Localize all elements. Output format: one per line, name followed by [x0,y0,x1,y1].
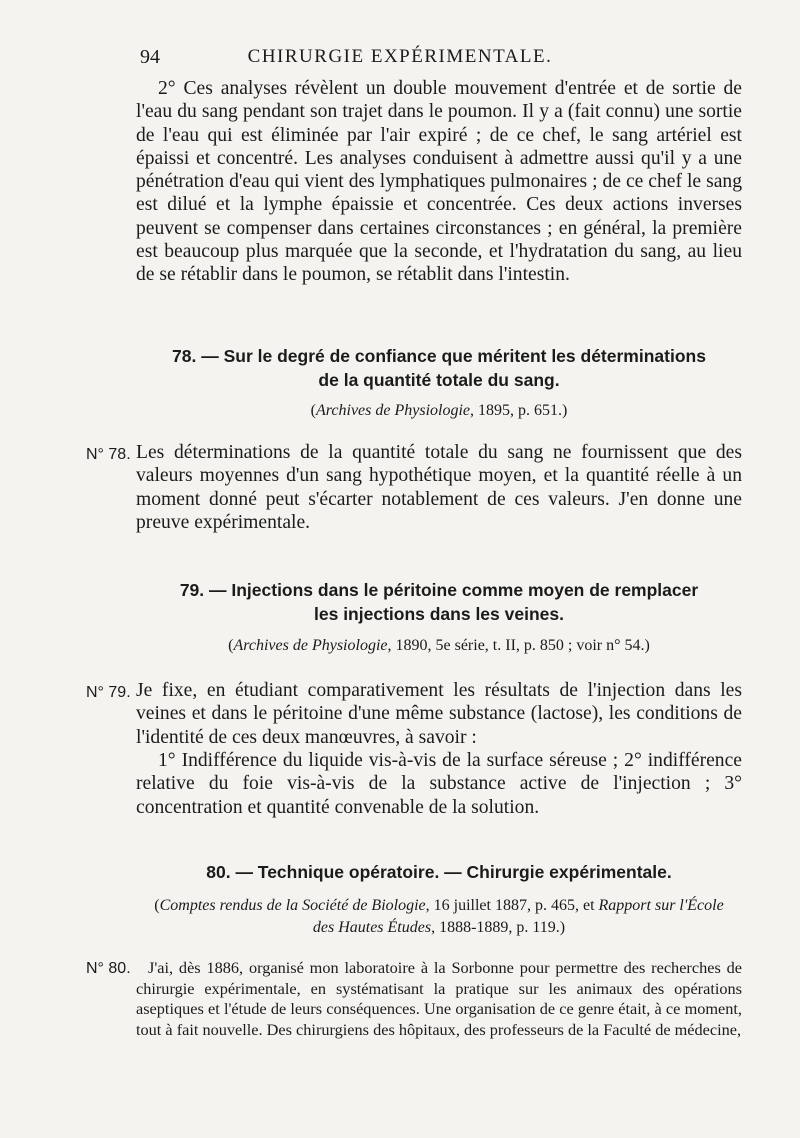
section-80-cite-date: , 16 juillet 1887, p. 465, et [425,897,599,914]
section-79-body-list: 1° Indifférence du liquide vis-à-vis de la surface séreuse ; 2° indifférence relative du foie vis-à-vis de la substance active de l'injection ; 3° concentration et quantité convenable de la solution. [136,750,742,818]
section-78-cite-details: , 1895, p. 651. [470,402,563,419]
running-title: CHIRURGIE EXPÉRIMENTALE. [247,46,553,67]
section-78-cite-source: Archives de Physiologie [315,402,471,419]
section-79-citation: (Archives de Physiologie, 1890, 5e série, t. II, p. 850 ; voir n° 54.) [228,637,650,654]
intro-paragraph: 2° Ces analyses révèlent un double mouvement d'entrée et de sortie de l'eau du sang pendant son trajet dans le poumon. Il y a (fait connu) une sortie de l'eau qui est éliminée par l'air expiré ; de ce chef, le sang artériel est épaissi et concentré. Les analyses conduisent à admettre aussi qu'il y a une pénétration d'eau qui vient des lymphatiques pulmonaires ; de ce chef le sang est dilué et la lymphe épaissie et concentrée. Ces deux actions inverses peuvent se compenser dans certaines circonstances ; en général, la première est beaucoup plus marquée que la seconde, et l'hydratation du sang, au lieu de se rétablir dans le poumon, se rétablit dans l'intestin. [136,78,742,286]
page-header [0,46,800,76]
section-78-citation: (Archives de Physiologie, 1895, p. 651.) [310,402,568,419]
section-78-title-line-1: 78. — Sur le degré de confiance que méritent les déterminations [172,346,706,366]
section-80-title-line-1: 80. — Technique opératoire. — Chirurgie expérimentale. [206,862,672,882]
section-79-title-line-1: 79. — Injections dans le péritoine comme moyen de remplacer [179,580,699,600]
page-number: 94 [140,46,160,68]
section-79-title-line-2: les injections dans les veines. [314,604,564,624]
section-80-citation [136,895,742,939]
section-79-cite-details: , 1890, 5e série, t. II, p. 850 ; voir n° 54. [387,637,645,654]
section-80-cite-line-1: (Comptes rendus de la Société de Biologie, 16 juillet 1887, p. 465, et Rapport sur l'École [154,897,724,914]
section-80-cite-report: Rapport sur l'École [598,897,724,914]
section-80-cite-school: des Hautes Études [312,919,432,936]
section-79-number: N° 79. [86,684,131,701]
section-78-title-line-2: de la quantité totale du sang. [318,370,560,390]
section-78-number: N° 78. [86,446,131,463]
section-80-cite-years: , 1888-1889, p. 119. [431,919,560,936]
section-80-number: N° 80. [86,960,131,977]
section-78-body: Les déterminations de la quantité totale du sang ne fournissent que des valeurs moyennes d'un sang hypothétique moyen, et la quantité réelle à un moment donné peut s'écarter notablement de ces valeurs. J'en donne une preuve expérimentale. [136,442,742,533]
section-79-body: Je fixe, en étudiant comparativement les résultats de l'injection dans les veines et dans le péritoine d'une même substance (lactose), les conditions de l'identité de ces deux manœuvres, à savoir : [136,680,742,748]
section-79-title [136,578,742,626]
section-80-cite-journal: Comptes rendus de la Société de Biologie [159,897,426,914]
section-80-title [136,860,742,884]
section-80-body: J'ai, dès 1886, organisé mon laboratoire à la Sorbonne pour permettre des recherches de chirurgie expérimentale, en systématisant la pratique sur les animaux des opérations aseptiques et l'étude de leurs conséquences. Une organisation de ce genre était, à ce moment, tout à fait nouvelle. Des chirurgiens des hôpitaux, des professeurs de la Faculté de médecine, [136,958,742,1039]
section-79-cite-source: Archives de Physiologie [233,637,388,654]
section-80-cite-line-2: des Hautes Études, 1888-1889, p. 119.) [312,919,566,936]
section-78-title [136,344,742,392]
